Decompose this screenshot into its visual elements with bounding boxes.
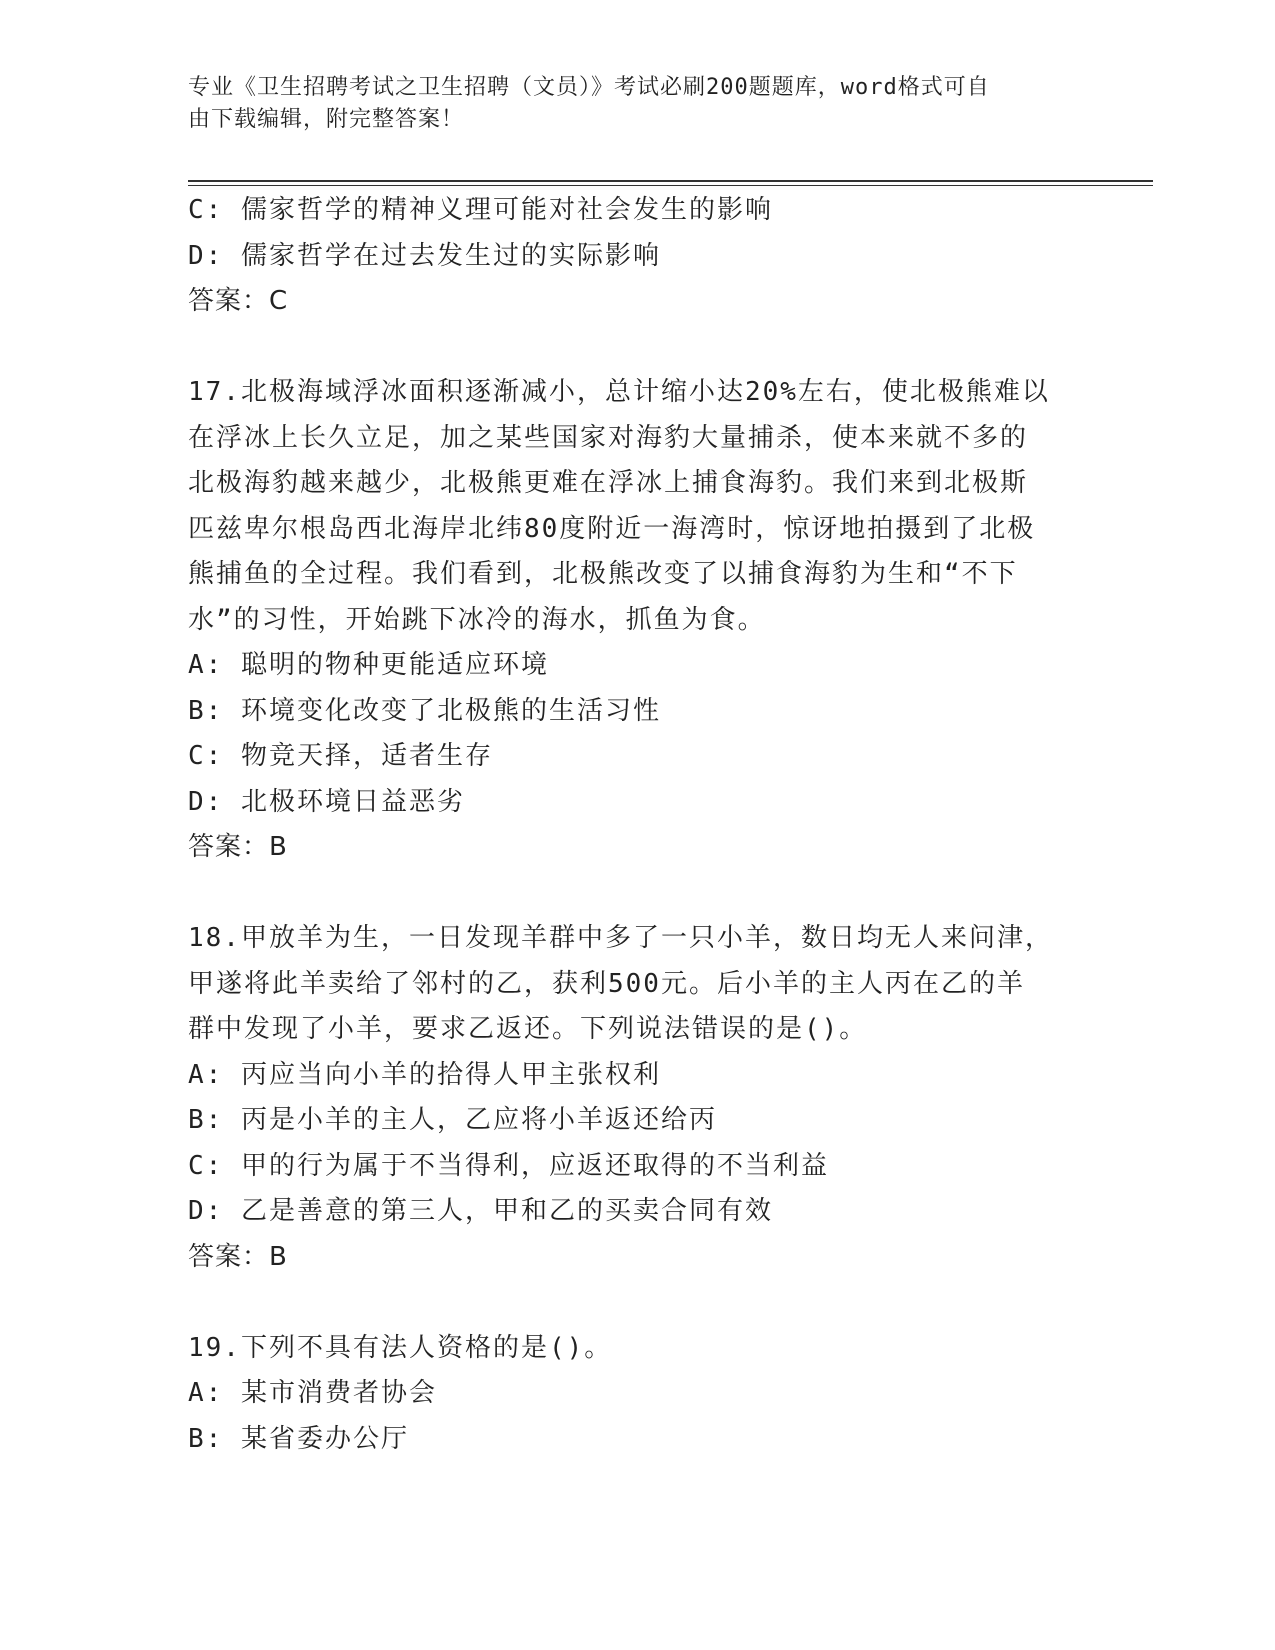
option-a: A: 某市消费者协会	[188, 1378, 437, 1408]
answer: 答案：B	[188, 1241, 288, 1272]
answer: 答案：B	[188, 832, 288, 862]
option-c: C: 儒家哲学的精神义理可能对社会发生的影响	[188, 195, 773, 225]
question-text-line: 熊捕鱼的全过程。我们看到，北极熊改变了以捕食海豹为生和“不下	[188, 559, 1018, 589]
option-b: B: 丙是小羊的主人，乙应将小羊返还给丙	[188, 1105, 717, 1135]
option-d: D: 乙是善意的第三人，甲和乙的买卖合同有效	[188, 1196, 773, 1226]
option-d: D: 北极环境日益恶劣	[188, 786, 465, 817]
document-body	[188, 188, 1088, 1462]
question-text-line: 在浮冰上长久立足，加之某些国家对海豹大量捕杀，使本来就不多的	[188, 422, 1029, 453]
header-divider-thin	[188, 185, 1153, 186]
option-a: A: 聪明的物种更能适应环境	[188, 650, 549, 680]
header-line-2: 由下载编辑，附完整答案！	[188, 107, 465, 132]
option-c: C: 物竞天择，适者生存	[188, 741, 493, 771]
question-text-line: 水”的习性，开始跳下冰冷的海水，抓鱼为食。	[188, 604, 766, 635]
spacer	[188, 325, 1088, 371]
question-text-line: 群中发现了小羊，要求乙返还。下列说法错误的是()。	[188, 1014, 868, 1044]
spacer	[188, 1280, 1088, 1326]
option-c: C: 甲的行为属于不当得利，应返还取得的不当利益	[188, 1150, 829, 1181]
answer: 答案：C	[188, 286, 289, 316]
question-text-line: 17.北极海域浮冰面积逐渐减小，总计缩小达20%左右，使北极熊难以	[188, 377, 1050, 407]
header-line-1: 专业《卫生招聘考试之卫生招聘（文员）》考试必刷200题题库，word格式可自	[188, 75, 990, 100]
question-text-line: 19.下列不具有法人资格的是()。	[188, 1332, 613, 1363]
option-b: B: 环境变化改变了北极熊的生活习性	[188, 695, 661, 726]
question-text-line: 甲遂将此羊卖给了邻村的乙，获利500元。后小羊的主人丙在乙的羊	[188, 968, 1025, 999]
option-d: D: 儒家哲学在过去发生过的实际影响	[188, 240, 661, 271]
question-17	[188, 370, 1088, 871]
option-b: B: 某省委办公厅	[188, 1423, 409, 1454]
header-divider-thick	[188, 180, 1153, 182]
question-text-line: 北极海豹越来越少，北极熊更难在浮冰上捕食海豹。我们来到北极斯	[188, 468, 1029, 498]
question-18	[188, 916, 1088, 1280]
document-header	[188, 72, 1068, 136]
question-text-line: 匹兹卑尔根岛西北海岸北纬80度附近一海湾时，惊讶地拍摄到了北极	[188, 513, 1036, 544]
spacer	[188, 871, 1088, 917]
question-16-tail	[188, 188, 1088, 325]
option-a: A: 丙应当向小羊的拾得人甲主张权利	[188, 1059, 661, 1090]
question-text-line: 18.甲放羊为生，一日发现羊群中多了一只小羊，数日均无人来问津，	[188, 923, 1053, 953]
question-19	[188, 1326, 1088, 1463]
